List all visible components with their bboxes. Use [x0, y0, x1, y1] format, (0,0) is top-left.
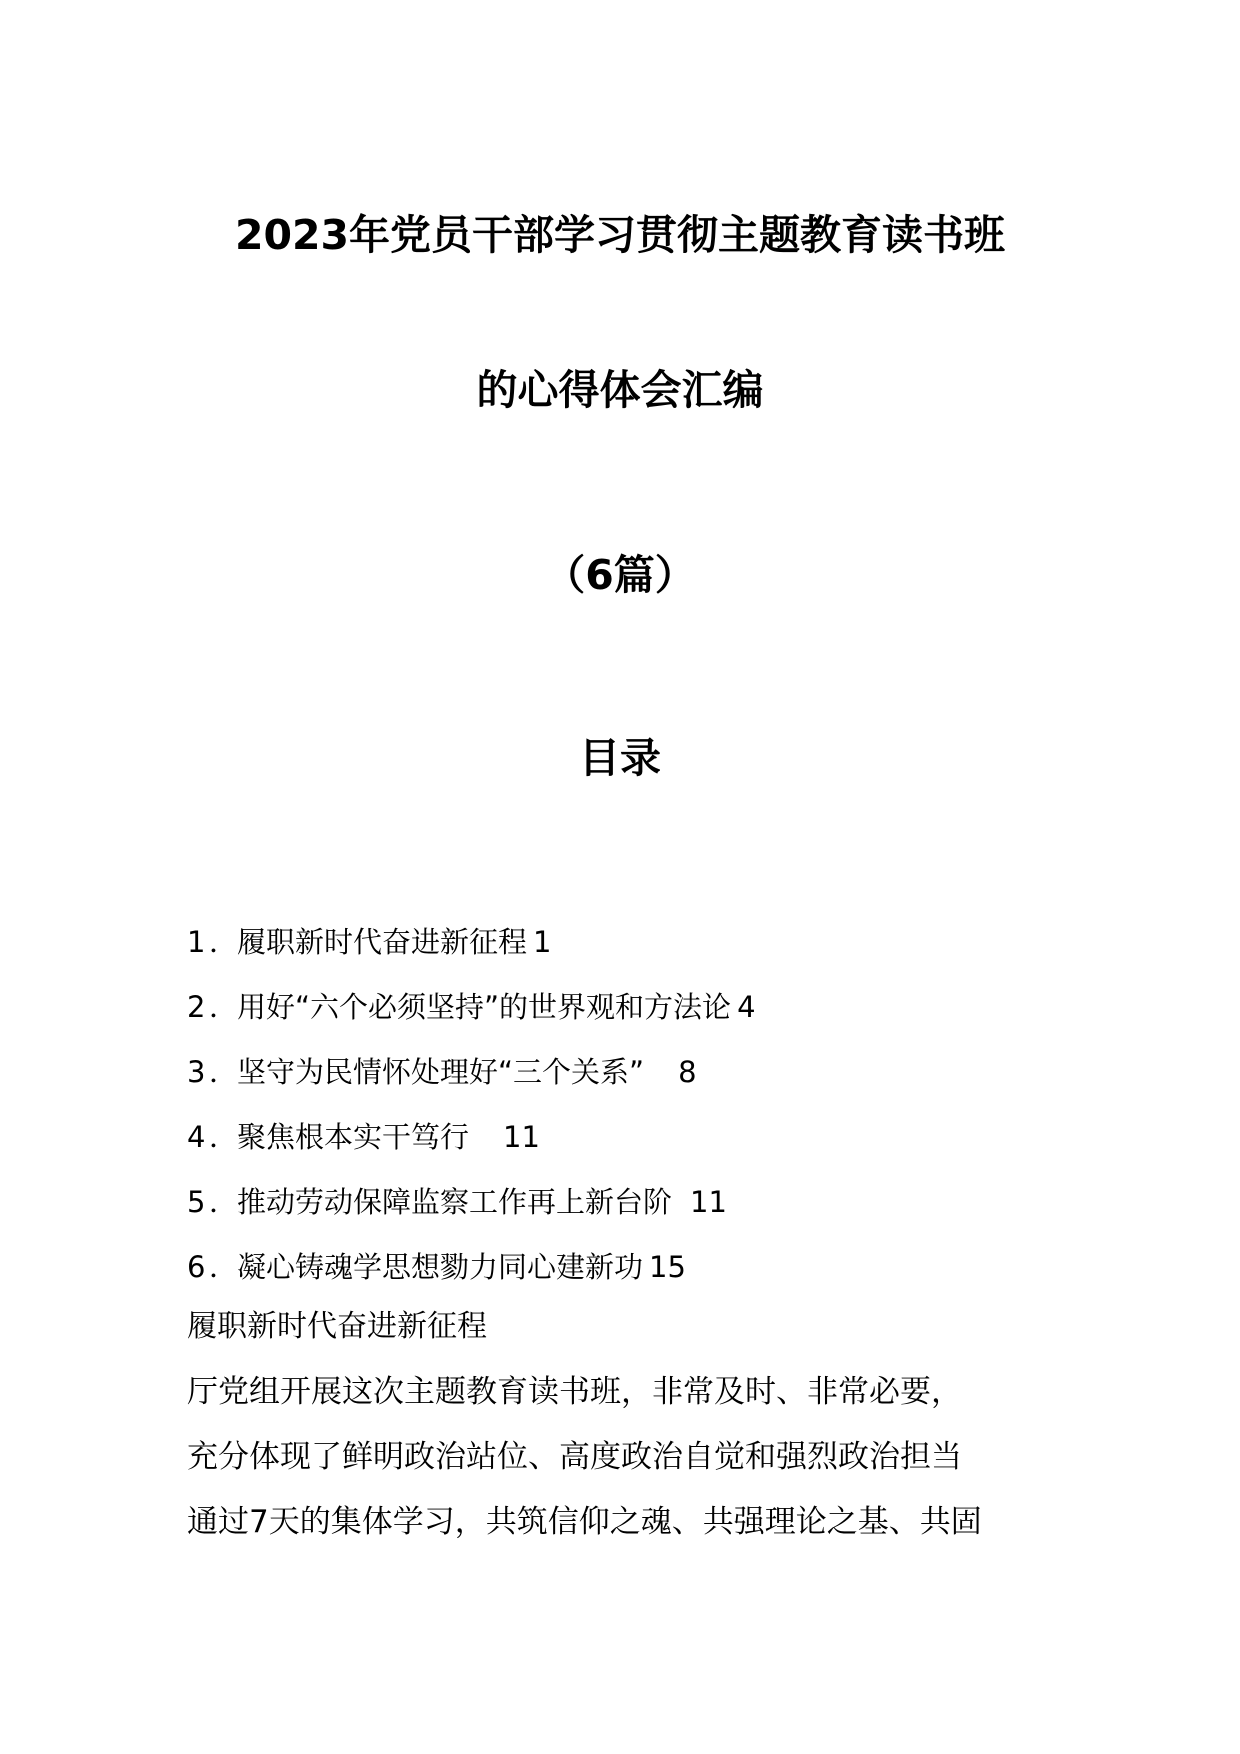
document-title-line-1: 2023年党员干部学习贯彻主题教育读书班	[234, 211, 1006, 259]
toc-item-page: 11	[690, 1185, 727, 1219]
toc-item-separator: ．	[209, 1185, 239, 1219]
toc-item-title: 履职新时代奋进新征程	[237, 925, 528, 959]
toc-item-number: 1	[187, 925, 206, 959]
toc-item-separator: ．	[209, 990, 239, 1024]
toc-item-page: 8	[678, 1055, 697, 1089]
document-title-line-2: 的心得体会汇编	[476, 366, 764, 414]
toc-item-title: 聚焦根本实干笃行	[237, 1120, 470, 1154]
toc-item-number: 5	[187, 1185, 206, 1219]
toc-item-1[interactable]	[187, 920, 1087, 985]
section-heading: 履职新时代奋进新征程	[187, 1309, 487, 1344]
toc-item-separator: ．	[209, 1055, 239, 1089]
toc-item-5[interactable]	[187, 1180, 1087, 1245]
toc-item-title: 用好“六个必须坚持”的世界观和方法论	[237, 990, 732, 1024]
toc-item-title: 推动劳动保障监察工作再上新台阶	[237, 1185, 673, 1219]
toc-item-number: 3	[187, 1055, 206, 1089]
toc-item-6[interactable]	[187, 1245, 1087, 1310]
table-of-contents	[187, 920, 1087, 1310]
toc-item-separator: ．	[209, 925, 239, 959]
document-title-count: （6篇）	[544, 551, 696, 599]
toc-item-page: 11	[503, 1120, 540, 1154]
toc-item-separator: ．	[209, 1120, 239, 1154]
paragraph-line: 通过7天的集体学习，共筑信仰之魂、共强理论之基、共固	[187, 1504, 982, 1540]
toc-item-2[interactable]	[187, 985, 1087, 1050]
toc-item-title: 凝心铸魂学思想勠力同心建新功	[237, 1250, 644, 1284]
paragraph-line: 充分体现了鲜明政治站位、高度政治自觉和强烈政治担当	[187, 1439, 962, 1475]
toc-item-3[interactable]	[187, 1050, 1087, 1115]
toc-item-number: 2	[187, 990, 206, 1024]
toc-item-page: 1	[533, 925, 552, 959]
toc-heading: 目录	[579, 734, 661, 782]
toc-item-4[interactable]	[187, 1115, 1087, 1180]
toc-item-number: 6	[187, 1250, 206, 1284]
paragraph-line: 厅党组开展这次主题教育读书班，非常及时、非常必要，	[187, 1374, 962, 1410]
toc-item-separator: ．	[209, 1250, 239, 1284]
toc-item-page: 4	[737, 990, 756, 1024]
toc-item-page: 15	[649, 1250, 686, 1284]
toc-item-number: 4	[187, 1120, 206, 1154]
toc-item-title: 坚守为民情怀处理好“三个关系”	[237, 1055, 645, 1089]
